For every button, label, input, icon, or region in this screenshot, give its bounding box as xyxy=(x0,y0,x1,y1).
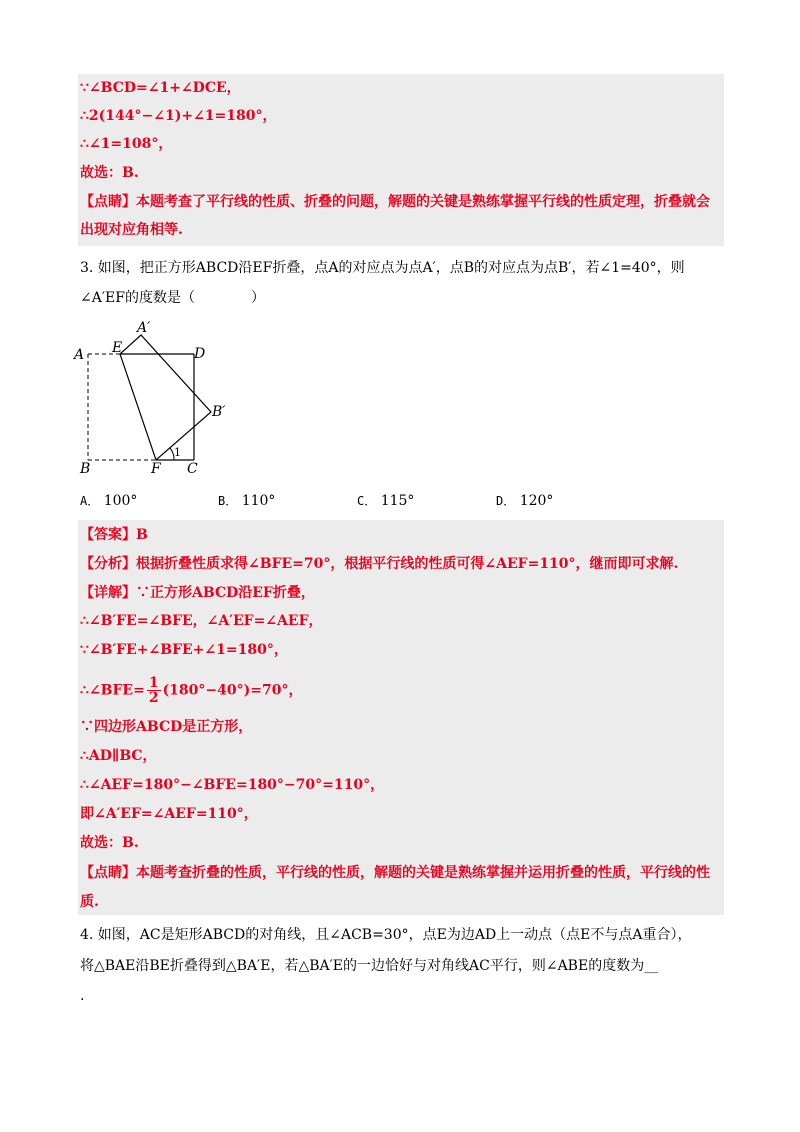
question-3-line-2: ∠A′EF的度数是（ ） xyxy=(80,290,265,306)
detail-3-step-7: 即∠A′EF=∠AEF=110°， xyxy=(80,806,258,822)
label-F: F xyxy=(151,461,161,477)
fraction-one-half: $\frac{1}{2}$ xyxy=(148,675,159,706)
prev-comment-line-2: 出现对应角相等. xyxy=(80,222,183,238)
prev-step-3: ∴∠1=108°， xyxy=(80,136,173,152)
detail-3: 【详解】∵正方形ABCD沿EF折叠， xyxy=(80,585,315,601)
prev-step-2: ∴2(144°−∠1)+∠1=180°， xyxy=(80,108,277,124)
label-C: C xyxy=(187,461,198,477)
comment-3-line-1: 【点睛】本题考查折叠的性质，平行线的性质，解题的关键是熟练掌握并运用折叠的性质，平行线的性 xyxy=(80,865,710,881)
label-E: E xyxy=(112,340,123,356)
label-B-prime: B′ xyxy=(212,404,226,420)
prev-step-1: ∵∠BCD=∠1+∠DCE， xyxy=(80,80,241,96)
label-A: A xyxy=(74,347,85,363)
option-a[interactable]: A． 100° xyxy=(80,493,138,509)
label-A-prime: A′ xyxy=(137,320,151,336)
answer-3: 【答案】B xyxy=(80,527,148,543)
question-4-line-3: . xyxy=(80,988,85,1004)
option-c[interactable]: C． 115° xyxy=(357,493,415,509)
detail-3-step-4: ∵四边形ABCD是正方形， xyxy=(80,719,253,735)
detail-3-step-5: ∴AD∥BC， xyxy=(80,748,157,764)
prev-choice: 故选：B. xyxy=(80,165,139,181)
option-b[interactable]: B． 110° xyxy=(218,493,276,509)
label-angle-1: 1 xyxy=(174,446,181,459)
label-D: D xyxy=(194,346,206,362)
detail-3-step-2: ∵∠B′FE+∠BFE+∠1=180°， xyxy=(80,642,288,658)
choice-3: 故选：B. xyxy=(80,835,139,851)
detail-3-step-6: ∴∠AEF=180°−∠BFE=180°−70°=110°， xyxy=(80,777,385,793)
comment-3-line-2: 质. xyxy=(80,894,99,910)
detail-3-step-3: ∴∠BFE= $\frac{1}{2}$ (180°−40°)=70°， xyxy=(80,675,303,706)
question-4-line-1: 4. 如图，AC是矩形ABCD的对角线，且∠ACB=30°，点E为边AD上一动点（点E不与点A重合）， xyxy=(80,927,692,943)
analysis-3: 【分析】根据折叠性质求得∠BFE=70°，根据平行线的性质可得∠AEF=110°，继而即可求解. xyxy=(80,556,679,572)
question-3-line-1: 3. 如图，把正方形ABCD沿EF折叠，点A的对应点为点A′，点B的对应点为点B′，若∠1=40°，则 xyxy=(80,260,685,276)
detail-3-step-1: ∴∠B′FE=∠BFE，∠A′EF=∠AEF， xyxy=(80,613,323,629)
label-B: B xyxy=(80,461,91,477)
prev-comment-line-1: 【点睛】本题考查了平行线的性质、折叠的问题，解题的关键是熟练掌握平行线的性质定理，折叠就会 xyxy=(80,194,710,210)
option-d[interactable]: D． 120° xyxy=(496,493,554,509)
question-4-line-2: 将△BAE沿BE折叠得到△BA′E，若△BA′E的一边恰好与对角线AC平行，则∠ABE的度数为__ xyxy=(80,958,659,974)
folding-square-figure xyxy=(70,315,240,480)
